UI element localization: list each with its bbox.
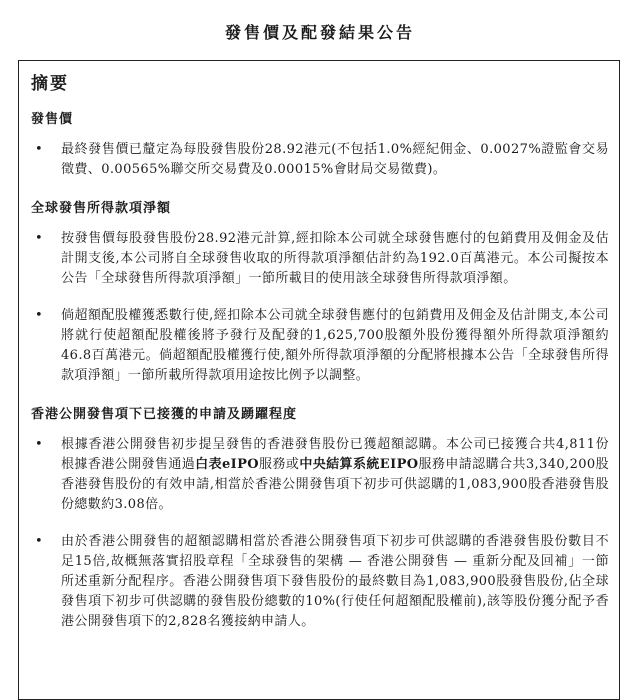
bullet-text-part: 服務申請認購合共3,340,200股香港發售股份的有效申請,相當於香港公開發售項下初步可供認購的1,083,900股香港發售股份總數約3.08倍。 [61, 457, 610, 512]
bullet-text: 最終發售價已釐定為每股發售股份28.92港元(不包括1.0%經紀佣金、0.0027%證監會交易徵費、0.00565%聯交所交易費及0.00015%會財局交易徵費)。 [61, 142, 609, 177]
ccass-eipo-term: 中央結算系統EIPO [299, 457, 419, 472]
bullet-icon: • [35, 308, 44, 323]
bullet-icon: • [35, 142, 44, 157]
list-item [31, 140, 609, 180]
bullet-text: 由於香港公開發售的超額認購相當於香港公開發售項下初步可供認購的香港發售股份數目不足15倍,故概無落實招股章程「全球發售的架構 — 香港公開發售 — 重新分配及回補」一節所述重新分配程序。香港公開發售項下發售股份的最終數目為1,083,900股發售股份,佔全球發售項下初步可供認購的發售股份總數的10%(行使任何超額配股權前),該等股份獲分配予香港公開發售項下的2,828名獲接納申請人。 [61, 534, 609, 629]
bullet-text: 倘超額配股權獲悉數行使,經扣除本公司就全球發售應付的包銷費用及佣金及估計開支,本公司將就行使超額配股權後將予發行及配發的1,625,700股額外股份獲得額外所得款項淨額約46.8百萬港元。倘超額配股權獲行使,額外所得款項淨額的分配將根據本公告「全球發售所得款項淨額」一節所載所得款項用途按比例予以調整。 [61, 308, 609, 383]
page-title: 發售價及配發結果公告 [224, 23, 415, 42]
bullet-text [61, 437, 609, 512]
list-item [31, 532, 609, 632]
list-item [31, 435, 609, 515]
section-heading-applications: 香港公開發售項下已接獲的申請及踴躍程度 [31, 407, 298, 422]
list-item [31, 306, 609, 386]
bullet-icon: • [35, 231, 44, 246]
list-item [31, 229, 609, 289]
bullet-text-part: 根據香港公開發售初步提呈發售的香港發售股份已獲超額認購。本公司已接獲合共4,811份根據香港公開發售通過 [61, 437, 609, 472]
white-form-eipo-term: 白表eIPO [195, 457, 260, 472]
bullet-icon: • [35, 437, 44, 452]
section-heading-net-proceeds: 全球發售所得款項淨額 [31, 201, 172, 216]
bullet-icon: • [35, 534, 44, 549]
bullet-text-part: 服務或 [259, 457, 300, 472]
summary-box [18, 60, 620, 700]
section-heading-offer-price: 發售價 [31, 112, 74, 127]
bullet-text: 按發售價每股發售股份28.92港元計算,經扣除本公司就全球發售應付的包銷費用及佣金及估計開支後,本公司將自全球發售收取的所得款項淨額估計約為192.0百萬港元。本公司擬按本公告「全球發售所得款項淨額」一節所載目的使用該全球發售所得款項淨額。 [61, 231, 609, 286]
summary-title: 摘要 [31, 74, 69, 94]
